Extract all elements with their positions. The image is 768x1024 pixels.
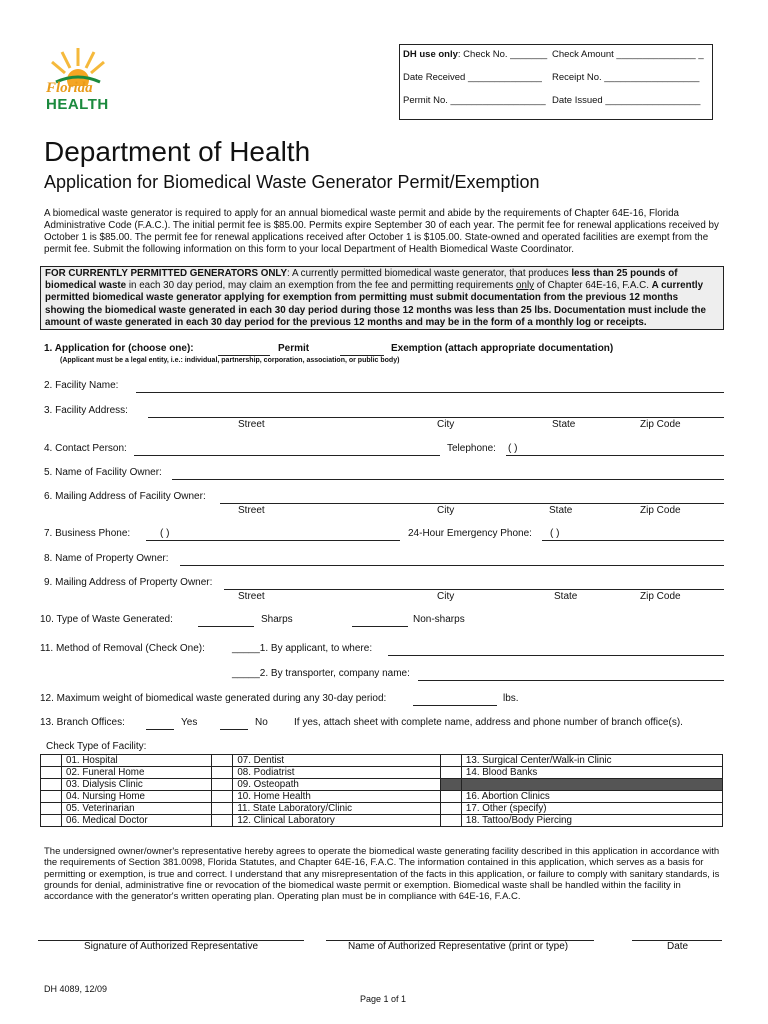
facility-row xyxy=(41,803,723,815)
facility-option-label: 07. Dentist xyxy=(233,755,441,767)
business-phone-field[interactable] xyxy=(146,540,400,541)
q10-label: 10. Type of Waste Generated: xyxy=(40,614,173,625)
facility-option-label: 06. Medical Doctor xyxy=(62,815,212,827)
permit-no-field[interactable]: Permit No. __________________ xyxy=(403,95,546,106)
facility-option-label: 08. Podiatrist xyxy=(233,767,441,779)
street-caption: Street xyxy=(238,505,265,516)
facility-checkbox-cell[interactable] xyxy=(440,767,461,779)
facility-checkbox-cell[interactable] xyxy=(440,791,461,803)
facility-checkbox-cell[interactable] xyxy=(212,803,233,815)
facility-owner-field[interactable] xyxy=(172,479,724,480)
permit-option: Permit xyxy=(278,343,310,354)
telephone-field[interactable] xyxy=(506,455,724,456)
telephone-label: Telephone: xyxy=(447,443,496,454)
max-weight-field[interactable] xyxy=(413,705,497,706)
facility-option-label: 03. Dialysis Clinic xyxy=(62,779,212,791)
lbs-unit: lbs. xyxy=(503,693,519,704)
owner-mailing-address-field[interactable] xyxy=(220,503,724,504)
facility-row xyxy=(41,755,723,767)
printed-name-caption: Name of Authorized Representative (print or type) xyxy=(348,941,569,952)
emergency-phone-area-code: ( ) xyxy=(550,528,560,539)
facility-checkbox-cell[interactable] xyxy=(440,755,461,767)
telephone-area-code: ( ) xyxy=(508,443,518,454)
sharps-option: Sharps xyxy=(261,614,293,625)
removal-option-applicant[interactable]: _____1. By applicant, to where: xyxy=(232,643,373,654)
q8-label: 8. Name of Property Owner: xyxy=(44,553,169,564)
facility-option-label: 01. Hospital xyxy=(62,755,212,767)
state-caption: State xyxy=(554,591,578,602)
transporter-company-field[interactable] xyxy=(418,680,724,681)
facility-checkbox-cell[interactable] xyxy=(41,803,62,815)
business-phone-area-code: ( ) xyxy=(160,528,170,539)
branch-yes-option: Yes xyxy=(181,717,198,728)
page-subtitle: Application for Biomedical Waste Generator Permit/Exemption xyxy=(44,172,540,192)
dh-use-only-box xyxy=(399,44,713,120)
removal-option-transporter[interactable]: _____2. By transporter, company name: xyxy=(232,668,410,679)
facility-option-label: 09. Osteopath xyxy=(233,779,441,791)
branch-yes-blank[interactable] xyxy=(146,729,174,730)
city-caption: City xyxy=(437,591,455,602)
facility-option-label: 16. Abortion Clinics xyxy=(461,791,722,803)
receipt-no-field[interactable]: Receipt No. __________________ xyxy=(552,72,700,83)
q7-label: 7. Business Phone: xyxy=(44,528,131,539)
q9-label: 9. Mailing Address of Property Owner: xyxy=(44,577,213,588)
applicant-destination-field[interactable] xyxy=(388,655,724,656)
florida-health-logo xyxy=(44,44,114,120)
facility-row xyxy=(41,779,723,791)
q1-label: 1. Application for (choose one): xyxy=(44,343,194,354)
q4-label: 4. Contact Person: xyxy=(44,443,127,454)
check-no-field[interactable]: : Check No. _______ xyxy=(457,49,548,60)
intro-paragraph: A biomedical waste generator is required to apply for an annual biomedical waste permit and abide by the requirements of Chapter 64E-16, Florida Administrative Code (F.A.C.). The initial permit fee is $85.00. Permits expire September 30 of each year. The permit fee for renewal applications received by October 1 is $85.00. The permit fee for renewal applications received after October 1 is $105.00. State-owned and operated facilities are exempt from the permit fee. Submit the following information on this form to your local Department of Health Biomedical Waste Coordinator. xyxy=(44,208,719,255)
q1-note: (Applicant must be a legal entity, i.e.: individual, partnership, corporation, association, or public body) xyxy=(60,357,400,364)
sharps-blank[interactable] xyxy=(198,626,254,627)
date-caption: Date xyxy=(667,941,689,952)
facility-shaded-cell xyxy=(461,779,722,791)
signature-caption: Signature of Authorized Representative xyxy=(84,941,258,952)
facility-row xyxy=(41,767,723,779)
nonsharps-blank[interactable] xyxy=(352,626,408,627)
facility-checkbox-cell[interactable] xyxy=(41,755,62,767)
facility-type-table xyxy=(40,754,723,827)
facility-name-field[interactable] xyxy=(136,392,724,393)
facility-option-label: 12. Clinical Laboratory xyxy=(233,815,441,827)
facility-checkbox-cell[interactable] xyxy=(41,791,62,803)
page-number: Page 1 of 1 xyxy=(360,994,407,1004)
zip-caption: Zip Code xyxy=(640,419,681,430)
q3-label: 3. Facility Address: xyxy=(44,405,128,416)
facility-option-label: 14. Blood Banks xyxy=(461,767,722,779)
date-received-field[interactable]: Date Received ______________ xyxy=(403,72,542,83)
q5-label: 5. Name of Facility Owner: xyxy=(44,467,162,478)
exemption-option: Exemption (attach appropriate documentation) xyxy=(391,343,614,354)
certification-paragraph: The undersigned owner/owner's representative hereby agrees to operate the biomedical waste generating facility described in this application in accordance with the requirements of Section 381.0098, Florida Statutes, and Chapter 64E-16, F.A.C. The information contained in this application, which serves as a basis for permitting or exemption, is true and correct. I understand that any misrepresentation of the facts in this application, or failure to comply with sanitary standards, is grounds for denial, administrative fine or revocation of the biomedical waste permit or exemption. Biomedical waste shall be handled within the facility in accordance with the generator's written operating plan. Operating plan must be in compliance with 64E-16, F.A.C. xyxy=(44,846,720,903)
q12-label: 12. Maximum weight of biomedical waste generated during any 30-day period: xyxy=(40,693,387,704)
emergency-phone-label: 24-Hour Emergency Phone: xyxy=(408,528,532,539)
date-issued-field[interactable]: Date Issued __________________ xyxy=(552,95,701,106)
facility-row xyxy=(41,791,723,803)
form-id: DH 4089, 12/09 xyxy=(44,984,108,994)
facility-checkbox-cell[interactable] xyxy=(212,755,233,767)
nonsharps-option: Non-sharps xyxy=(413,614,465,625)
branch-no-option: No xyxy=(255,717,268,728)
permit-choice-blank[interactable] xyxy=(218,355,270,356)
check-amount-field[interactable]: Check Amount _______________ _ xyxy=(552,49,704,60)
facility-option-label: 02. Funeral Home xyxy=(62,767,212,779)
zip-caption: Zip Code xyxy=(640,591,681,602)
facility-checkbox-cell[interactable] xyxy=(440,803,461,815)
branch-no-blank[interactable] xyxy=(220,729,248,730)
notice-lead: FOR CURRENTLY PERMITTED GENERATORS ONLY xyxy=(45,268,288,279)
q6-label: 6. Mailing Address of Facility Owner: xyxy=(44,491,206,502)
facility-option-label: 10. Home Health xyxy=(233,791,441,803)
facility-checkbox-cell[interactable] xyxy=(212,779,233,791)
facility-row xyxy=(41,815,723,827)
facility-option-label: 05. Veterinarian xyxy=(62,803,212,815)
city-caption: City xyxy=(437,419,455,430)
facility-checkbox-cell[interactable] xyxy=(41,779,62,791)
emergency-phone-field[interactable] xyxy=(542,540,724,541)
q2-label: 2. Facility Name: xyxy=(44,380,119,391)
facility-option-label: 13. Surgical Center/Walk-in Clinic xyxy=(461,755,722,767)
facility-address-field[interactable] xyxy=(148,417,724,418)
facility-option-label: 04. Nursing Home xyxy=(62,791,212,803)
facility-checkbox-cell[interactable] xyxy=(212,791,233,803)
facility-type-heading: Check Type of Facility: xyxy=(46,741,147,752)
logo-text-health: HEALTH xyxy=(46,96,109,113)
contact-person-field[interactable] xyxy=(134,455,440,456)
facility-checkbox-cell[interactable] xyxy=(440,815,461,827)
exemption-choice-blank[interactable] xyxy=(340,355,384,356)
property-owner-field[interactable] xyxy=(180,565,724,566)
branch-note: If yes, attach sheet with complete name, address and phone number of branch office(s). xyxy=(294,717,683,728)
city-caption: City xyxy=(437,505,455,516)
facility-option-label: 11. State Laboratory/Clinic xyxy=(233,803,441,815)
state-caption: State xyxy=(549,505,573,516)
facility-checkbox-cell[interactable] xyxy=(440,779,461,791)
facility-checkbox-cell[interactable] xyxy=(212,815,233,827)
street-caption: Street xyxy=(238,591,265,602)
logo-text-florida: Florida xyxy=(46,80,93,96)
zip-caption: Zip Code xyxy=(640,505,681,516)
street-caption: Street xyxy=(238,419,265,430)
facility-option-label: 18. Tattoo/Body Piercing xyxy=(461,815,722,827)
page-title: Department of Health xyxy=(44,136,311,167)
facility-option-label: 17. Other (specify) xyxy=(461,803,722,815)
property-owner-mailing-address-field[interactable] xyxy=(224,589,724,590)
q11-label: 11. Method of Removal (Check One): xyxy=(40,643,205,654)
facility-checkbox-cell[interactable] xyxy=(41,767,62,779)
dh-use-only-label: DH use only xyxy=(403,49,458,60)
q13-label: 13. Branch Offices: xyxy=(40,717,125,728)
facility-checkbox-cell[interactable] xyxy=(212,767,233,779)
facility-checkbox-cell[interactable] xyxy=(41,815,62,827)
permitted-generators-notice: FOR CURRENTLY PERMITTED GENERATORS ONLY: A currently permitted biomedical waste generator, that produces less than 25 pounds of biomedical waste in each 30 day period, may claim an exemption from the fee and permitting requirements only of Chapter 64E-16, F.A.C. A currently permitted biomedical waste generator applying for exemption from permitting must submit documentation from the previous 12 months showing the biomedical waste generated in each 30 day period during those 12 months was less than 25 lbs. Documentation must include the amount of waste generated in each 30 day period for the previous 12 months and may be in the form of a monthly log or receipts. xyxy=(40,266,724,330)
state-caption: State xyxy=(552,419,576,430)
